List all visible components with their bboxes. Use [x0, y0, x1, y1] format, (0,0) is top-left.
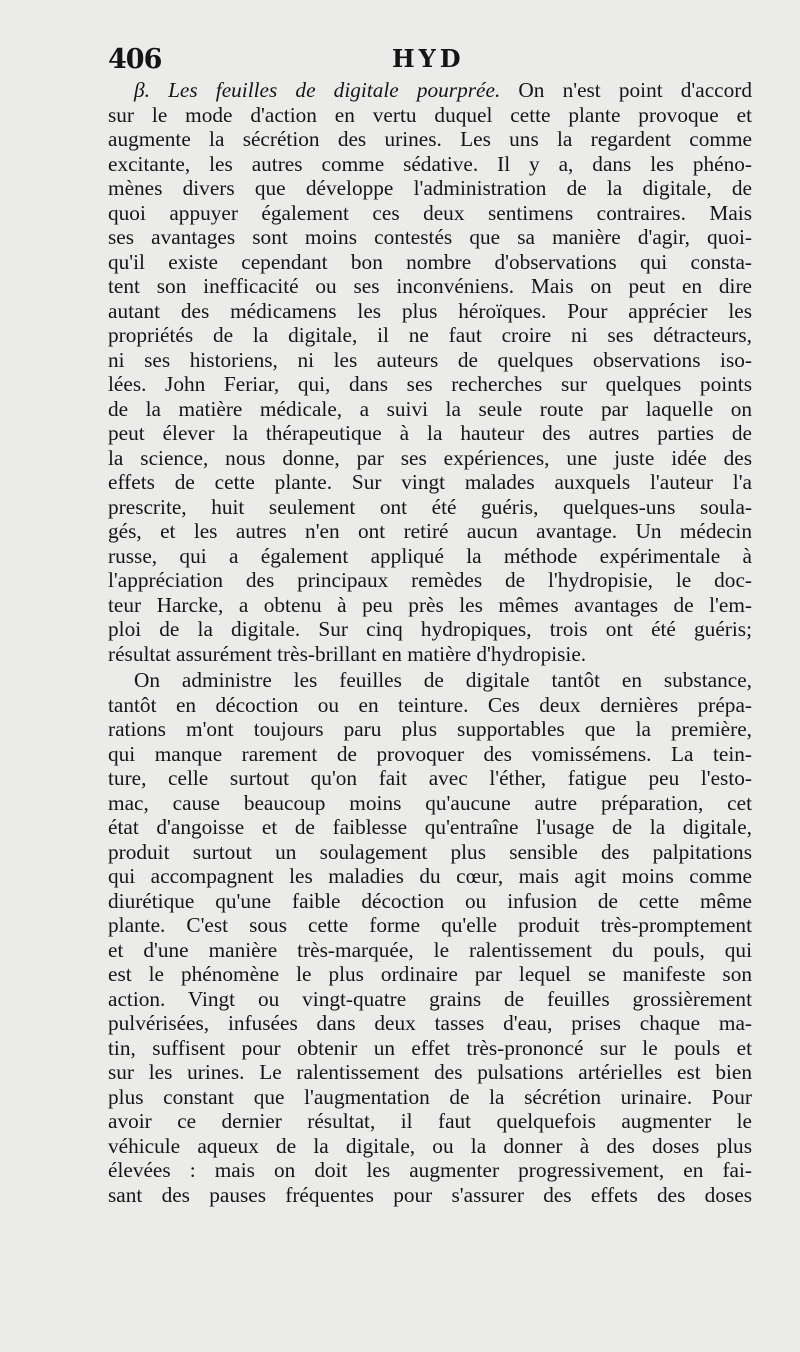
text-line: sur le mode d'action en vertu duquel cette plante provoque et: [108, 102, 752, 127]
text-line: tantôt en décoction ou en teinture. Ces deux dernières prépa-: [108, 692, 752, 717]
paragraph-1: [108, 78, 752, 666]
text-line: sant des pauses fréquentes pour s'assurer des effets des doses: [108, 1182, 752, 1207]
text-line: russe, qui a également appliqué la méthode expérimentale à: [108, 543, 752, 568]
text-line: rations m'ont toujours paru plus supportables que la première,: [108, 717, 752, 741]
section-lead: β. Les feuilles de digitale pourprée.: [134, 78, 501, 102]
text-line: pulvérisées, infusées dans deux tasses d'eau, prises chaque ma-: [108, 1011, 752, 1035]
text-line: plus constant que l'augmentation de la sécrétion urinaire. Pour: [108, 1084, 752, 1109]
text-line-content: On n'est point d'accord: [500, 78, 753, 102]
text-line: [108, 78, 752, 103]
text-line: tent son inefficacité ou ses inconvéniens. Mais on peut en dire: [108, 274, 752, 298]
text-line: mac, cause beaucoup moins qu'aucune autre préparation, cet: [108, 790, 752, 815]
text-line: véhicule aqueux de la digitale, ou la donner à des doses plus: [108, 1133, 752, 1158]
text-line: augmente la sécrétion des urines. Les uns la regardent comme: [108, 127, 752, 151]
text-line: la science, nous donne, par ses expériences, une juste idée des: [108, 445, 752, 470]
text-line: plante. C'est sous cette forme qu'elle produit très-promptement: [108, 913, 752, 937]
text-line: action. Vingt ou vingt-quatre grains de feuilles grossièrement: [108, 986, 752, 1011]
text-line: diurétique qu'une faible décoction ou infusion de cette même: [108, 888, 752, 913]
text-line: propriétés de la digitale, il ne faut croire ni ses détracteurs,: [108, 323, 752, 347]
text-line: excitante, les autres comme sédative. Il y a, dans les phéno-: [108, 151, 752, 176]
text-line: qu'il existe cependant bon nombre d'observations qui consta-: [108, 249, 752, 274]
text-line: autant des médicamens les plus héroïques. Pour apprécier les: [108, 298, 752, 323]
body-text: [108, 78, 752, 1207]
text-line: l'appréciation des principaux remèdes de l'hydropisie, le doc-: [108, 568, 752, 592]
text-line: peut élever la thérapeutique à la hauteur des autres parties de: [108, 421, 752, 445]
running-head: HYD: [392, 44, 465, 73]
text-line: mènes divers que développe l'administration de la digitale, de: [108, 176, 752, 200]
text-line: tin, suffisent pour obtenir un effet très-prononcé sur le pouls et: [108, 1035, 752, 1060]
text-line: qui accompagnent les maladies du cœur, mais agit moins comme: [108, 864, 752, 888]
text-line: ploi de la digitale. Sur cinq hydropiques, trois ont été guéris;: [108, 617, 752, 641]
text-line: On administre les feuilles de digitale tantôt en substance,: [134, 668, 752, 692]
paragraph-2: [108, 668, 752, 1207]
text-line: ture, celle surtout qu'on fait avec l'éther, fatigue peu l'esto-: [108, 766, 752, 790]
text-line: produit surtout un soulagement plus sensible des palpitations: [108, 839, 752, 864]
text-line: quoi appuyer également ces deux sentimens contraires. Mais: [108, 200, 752, 225]
text-line: ni ses historiens, ni les auteurs de quelques observations iso-: [108, 347, 752, 372]
text-line: teur Harcke, a obtenu à peu près les mêmes avantages de l'em-: [108, 592, 752, 617]
text-line: et d'une manière très-marquée, le ralentissement du pouls, qui: [108, 937, 752, 962]
text-line: état d'angoisse et de faiblesse qu'entraîne l'usage de la digitale,: [108, 815, 752, 839]
text-line: lées. John Feriar, qui, dans ses recherches sur quelques points: [108, 372, 752, 396]
text-line: élevées : mais on doit les augmenter progressivement, en fai-: [108, 1158, 752, 1182]
text-line: ses avantages sont moins contestés que sa manière d'agir, quoi-: [108, 225, 752, 249]
text-line: résultat assurément très-brillant en matière d'hydropisie.: [108, 641, 587, 666]
text-line: effets de cette plante. Sur vingt malades auxquels l'auteur l'a: [108, 470, 752, 494]
page-number: 406: [108, 44, 162, 75]
text-line: est le phénomène le plus ordinaire par lequel se manifeste son: [108, 962, 752, 986]
text-line: qui manque rarement de provoquer des vomissémens. La tein-: [108, 741, 752, 766]
text-line: sur les urines. Le ralentissement des pulsations artérielles est bien: [108, 1060, 752, 1084]
text-line: avoir ce dernier résultat, il faut quelquefois augmenter le: [108, 1109, 752, 1133]
text-line: prescrite, huit seulement ont été guéris, quelques-uns soula-: [108, 494, 752, 519]
text-line: de la matière médicale, a suivi la seule route par laquelle on: [108, 396, 752, 421]
text-line: gés, et les autres n'en ont retiré aucun avantage. Un médecin: [108, 519, 752, 543]
page-header: [108, 44, 760, 80]
